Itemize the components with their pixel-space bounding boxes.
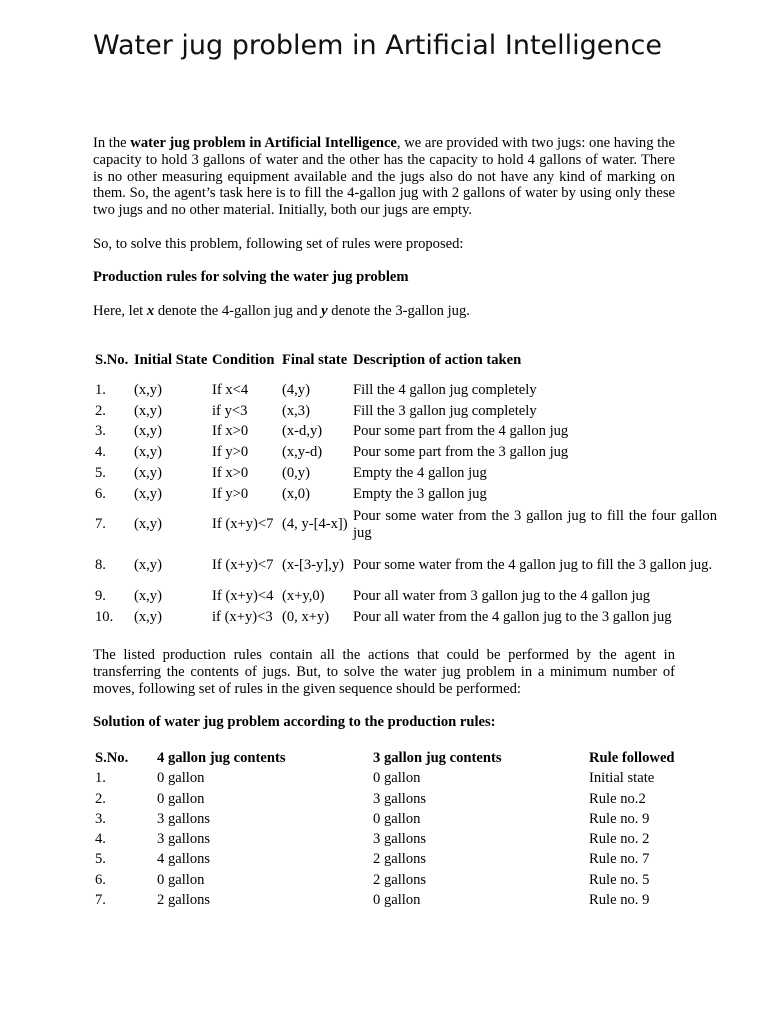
sno-cell: 3. (95, 810, 106, 827)
final-state-cell: (x-[3-y],y) (282, 557, 344, 574)
here-part-1: Here, let (93, 303, 147, 319)
rules-intro-paragraph: So, to solve this problem, following set of rules were proposed: (93, 236, 464, 252)
column-header: 4 gallon jug contents (157, 750, 286, 766)
table-row (93, 442, 719, 463)
table-row (93, 380, 719, 401)
description-cell: Pour some water from the 4 gallon jug to fill the 3 gallon jug. (353, 557, 713, 574)
description-cell: Empty the 4 gallon jug (353, 464, 487, 481)
initial-state-cell: (x,y) (134, 485, 162, 502)
four-gallon-cell: 0 gallon (157, 790, 205, 807)
rule-cell: Rule no. 5 (589, 871, 650, 888)
table-row (93, 586, 719, 607)
solution-table (93, 748, 693, 910)
final-state-cell: (0,y) (282, 464, 310, 481)
description-cell: Empty the 3 gallon jug (353, 485, 487, 502)
sno-cell: 9. (95, 588, 106, 605)
table-row (93, 829, 693, 849)
sno-cell: 1. (95, 382, 106, 399)
description-cell: Pour some part from the 4 gallon jug (353, 423, 569, 440)
three-gallon-cell: 0 gallon (373, 770, 421, 787)
description-cell: Pour some part from the 3 gallon jug (353, 444, 569, 461)
three-gallon-cell: 0 gallon (373, 892, 421, 909)
table-row (93, 870, 693, 890)
description-cell: Fill the 3 gallon jug completely (353, 402, 537, 419)
three-gallon-cell: 0 gallon (373, 810, 421, 827)
condition-cell: if (x+y)<3 (212, 608, 273, 625)
final-state-cell: (x,3) (282, 402, 310, 419)
description-cell: Pour some water from the 3 gallon jug to fill the four gallon jug (353, 508, 717, 541)
sno-cell: 6. (95, 871, 106, 888)
table-header-row (93, 748, 693, 768)
column-header: Final state (282, 352, 348, 368)
table-row (93, 789, 693, 809)
initial-state-cell: (x,y) (134, 444, 162, 461)
listed-rules-paragraph: The listed production rules contain all the actions that could be performed by the agent in transferring the contents of jugs. But, to solve the water jug problem in a minimum number of moves, following set of rules in the given sequence should be performed: (93, 647, 675, 697)
solution-heading: Solution of water jug problem according to the production rules: (93, 714, 496, 730)
description-cell: Pour all water from 3 gallon jug to the 4 gallon jug (353, 588, 651, 605)
table-row (93, 607, 719, 628)
four-gallon-cell: 3 gallons (157, 831, 211, 848)
condition-cell: If (x+y)<7 (212, 557, 274, 574)
three-gallon-cell: 3 gallons (373, 790, 427, 807)
table-row (93, 401, 719, 422)
four-gallon-cell: 2 gallons (157, 892, 211, 909)
final-state-cell: (x-d,y) (282, 423, 323, 440)
production-rules-table (93, 340, 719, 628)
three-gallon-cell: 3 gallons (373, 831, 427, 848)
three-gallon-cell: 2 gallons (373, 871, 427, 888)
sno-cell: 4. (95, 444, 106, 461)
condition-cell: If (x+y)<4 (212, 588, 274, 605)
here-part-2: denote the 4-gallon jug and (154, 303, 322, 319)
document-page (93, 30, 717, 909)
initial-state-cell: (x,y) (134, 557, 162, 574)
sno-cell: 7. (95, 892, 106, 909)
condition-cell: if y<3 (212, 402, 248, 419)
sno-cell: 5. (95, 851, 106, 868)
table-row (93, 890, 693, 910)
column-header: Description of action taken (353, 352, 522, 368)
sno-cell: 1. (95, 770, 106, 787)
final-state-cell: (4, y-[4-x]) (282, 516, 348, 533)
intro-suffix: , we are provided with two jugs: one having the capacity to hold 3 gallons of water and the other has the capacity to hold 4 gallons of water. There is no other measuring equipment available and the jugs also do not have any kind of marking on them. So, the agent’s task here is to fill the 4-gallon jug with 2 gallons of water by using only these two jugs and no other material. Initially, both our jugs are empty. (93, 135, 675, 219)
final-state-cell: (x,0) (282, 485, 310, 502)
initial-state-cell: (x,y) (134, 608, 162, 625)
condition-cell: If x<4 (212, 382, 249, 399)
column-header: S.No. (95, 750, 129, 766)
initial-state-cell: (x,y) (134, 423, 162, 440)
description-cell: Pour all water from the 4 gallon jug to the 3 gallon jug (353, 608, 672, 625)
x-variable: x (146, 303, 155, 319)
table-row (93, 849, 693, 869)
intro-prefix: In the (93, 135, 131, 151)
table-header-row (93, 340, 719, 380)
four-gallon-cell: 0 gallon (157, 770, 205, 787)
column-header: Initial State (134, 352, 208, 368)
initial-state-cell: (x,y) (134, 382, 162, 399)
sno-cell: 2. (95, 402, 106, 419)
table-row (93, 421, 719, 442)
condition-cell: If y>0 (212, 444, 249, 461)
column-header: Rule followed (589, 750, 675, 766)
table-row (93, 504, 719, 545)
three-gallon-cell: 2 gallons (373, 851, 427, 868)
initial-state-cell: (x,y) (134, 588, 162, 605)
final-state-cell: (x,y-d) (282, 444, 323, 461)
sno-cell: 6. (95, 485, 106, 502)
variable-definition-paragraph (93, 303, 470, 320)
here-part-3: denote the 3-gallon jug. (327, 303, 470, 319)
column-header: S.No. (95, 352, 129, 368)
table-row (93, 768, 693, 788)
rule-cell: Initial state (589, 770, 655, 787)
condition-cell: If x>0 (212, 464, 249, 481)
table-row (93, 483, 719, 504)
column-header: Condition (212, 352, 275, 368)
page-title: Water jug problem in Artificial Intelligence (93, 30, 662, 61)
intro-paragraph (93, 135, 675, 219)
y-variable: y (321, 303, 328, 319)
initial-state-cell: (x,y) (134, 402, 162, 419)
rule-cell: Rule no. 2 (589, 831, 650, 848)
intro-bold-term: water jug problem in Artificial Intelligence (130, 135, 397, 151)
sno-cell: 8. (95, 557, 106, 574)
rule-cell: Rule no.2 (589, 790, 646, 807)
final-state-cell: (0, x+y) (282, 608, 330, 625)
final-state-cell: (4,y) (282, 382, 310, 399)
table-row (93, 545, 719, 586)
initial-state-cell: (x,y) (134, 516, 162, 533)
rule-cell: Rule no. 9 (589, 810, 650, 827)
four-gallon-cell: 4 gallons (157, 851, 211, 868)
table-row (93, 463, 719, 484)
four-gallon-cell: 0 gallon (157, 871, 205, 888)
description-cell: Fill the 4 gallon jug completely (353, 382, 537, 399)
column-header: 3 gallon jug contents (373, 750, 502, 766)
sno-cell: 10. (95, 608, 114, 625)
rule-cell: Rule no. 9 (589, 892, 650, 909)
initial-state-cell: (x,y) (134, 464, 162, 481)
rule-cell: Rule no. 7 (589, 851, 650, 868)
condition-cell: If x>0 (212, 423, 249, 440)
table-row (93, 809, 693, 829)
sno-cell: 2. (95, 790, 106, 807)
condition-cell: If (x+y)<7 (212, 516, 274, 533)
condition-cell: If y>0 (212, 485, 249, 502)
four-gallon-cell: 3 gallons (157, 810, 211, 827)
sno-cell: 4. (95, 831, 106, 848)
sno-cell: 3. (95, 423, 106, 440)
final-state-cell: (x+y,0) (282, 588, 325, 605)
sno-cell: 7. (95, 516, 106, 533)
sno-cell: 5. (95, 464, 106, 481)
production-rules-heading: Production rules for solving the water jug problem (93, 269, 409, 285)
